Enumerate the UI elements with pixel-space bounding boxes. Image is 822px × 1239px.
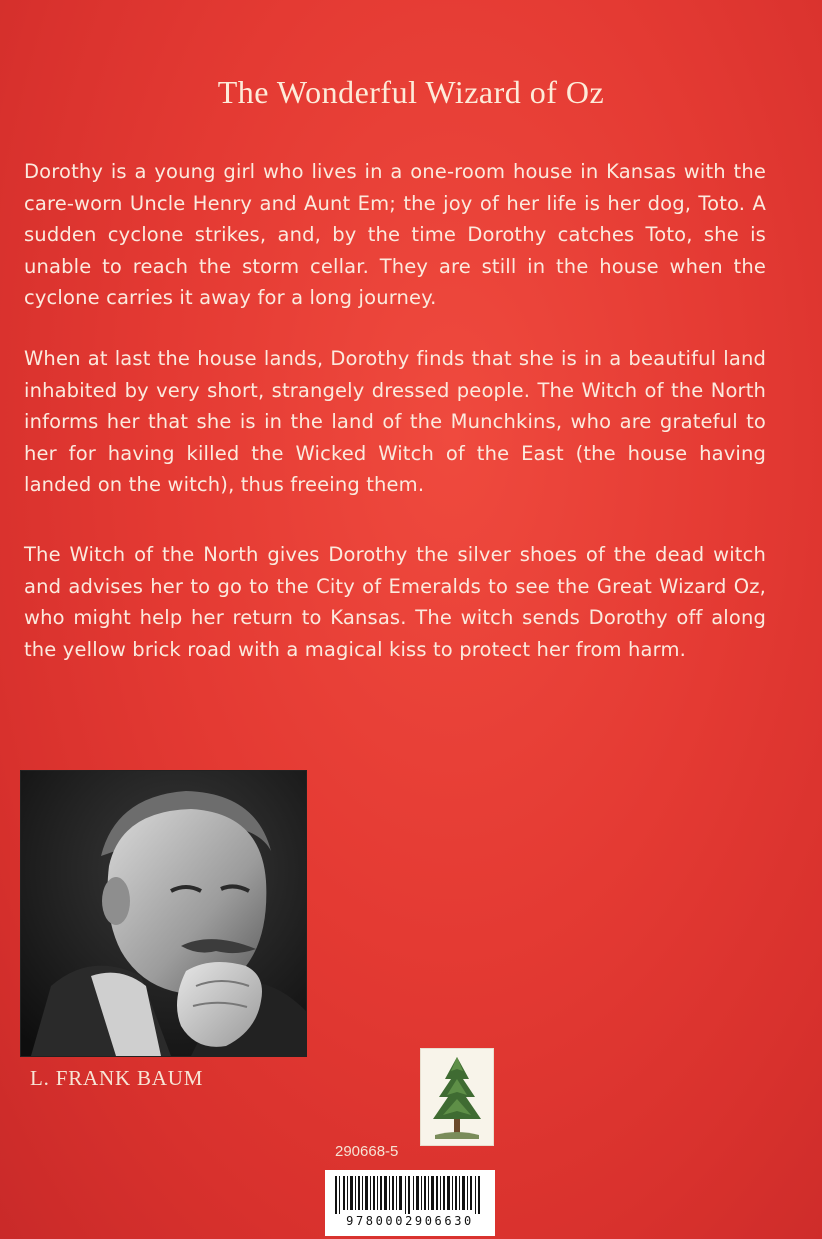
synopsis-paragraph-1: Dorothy is a young girl who lives in a one-room house in Kansas with the care-worn Uncle Henry and Aunt Em; the joy of her life is her dog, Toto. A sudden cyclone strikes, and, by the time Dorothy catches Toto, she is unable to reach the storm cellar. They are still in the house when the cyclone carries it away for a long journey. bbox=[24, 160, 766, 309]
synopsis-paragraph-2: When at last the house lands, Dorothy finds that she is in a beautiful land inhabited by very short, strangely dressed people. The Witch of the North informs her that she is in the land of the Munchkins, who are grateful to her for having killed the Wicked Witch of the East (the house having landed on the witch), thus freeing them. bbox=[24, 347, 766, 496]
author-portrait-image bbox=[21, 771, 306, 1056]
author-portrait bbox=[20, 770, 307, 1057]
author-name: L. FRANK BAUM bbox=[30, 1066, 204, 1090]
synopsis-paragraph-3: The Witch of the North gives Dorothy the silver shoes of the dead witch and advises her to go to the City of Emeralds to see the Great Wizard Oz, who might help her return to Kansas. The witch sends Dorothy off along the yellow brick road with a magical kiss to protect her from harm. bbox=[24, 543, 766, 661]
book-title: The Wonderful Wizard of Oz bbox=[217, 74, 605, 110]
catalog-code: 290668-5 bbox=[335, 1143, 399, 1160]
isbn-number: 9780002906630 bbox=[346, 1214, 474, 1228]
barcode-icon bbox=[325, 1170, 495, 1216]
pine-tree-icon bbox=[421, 1049, 493, 1145]
publisher-logo bbox=[420, 1048, 494, 1146]
barcode bbox=[325, 1170, 495, 1236]
